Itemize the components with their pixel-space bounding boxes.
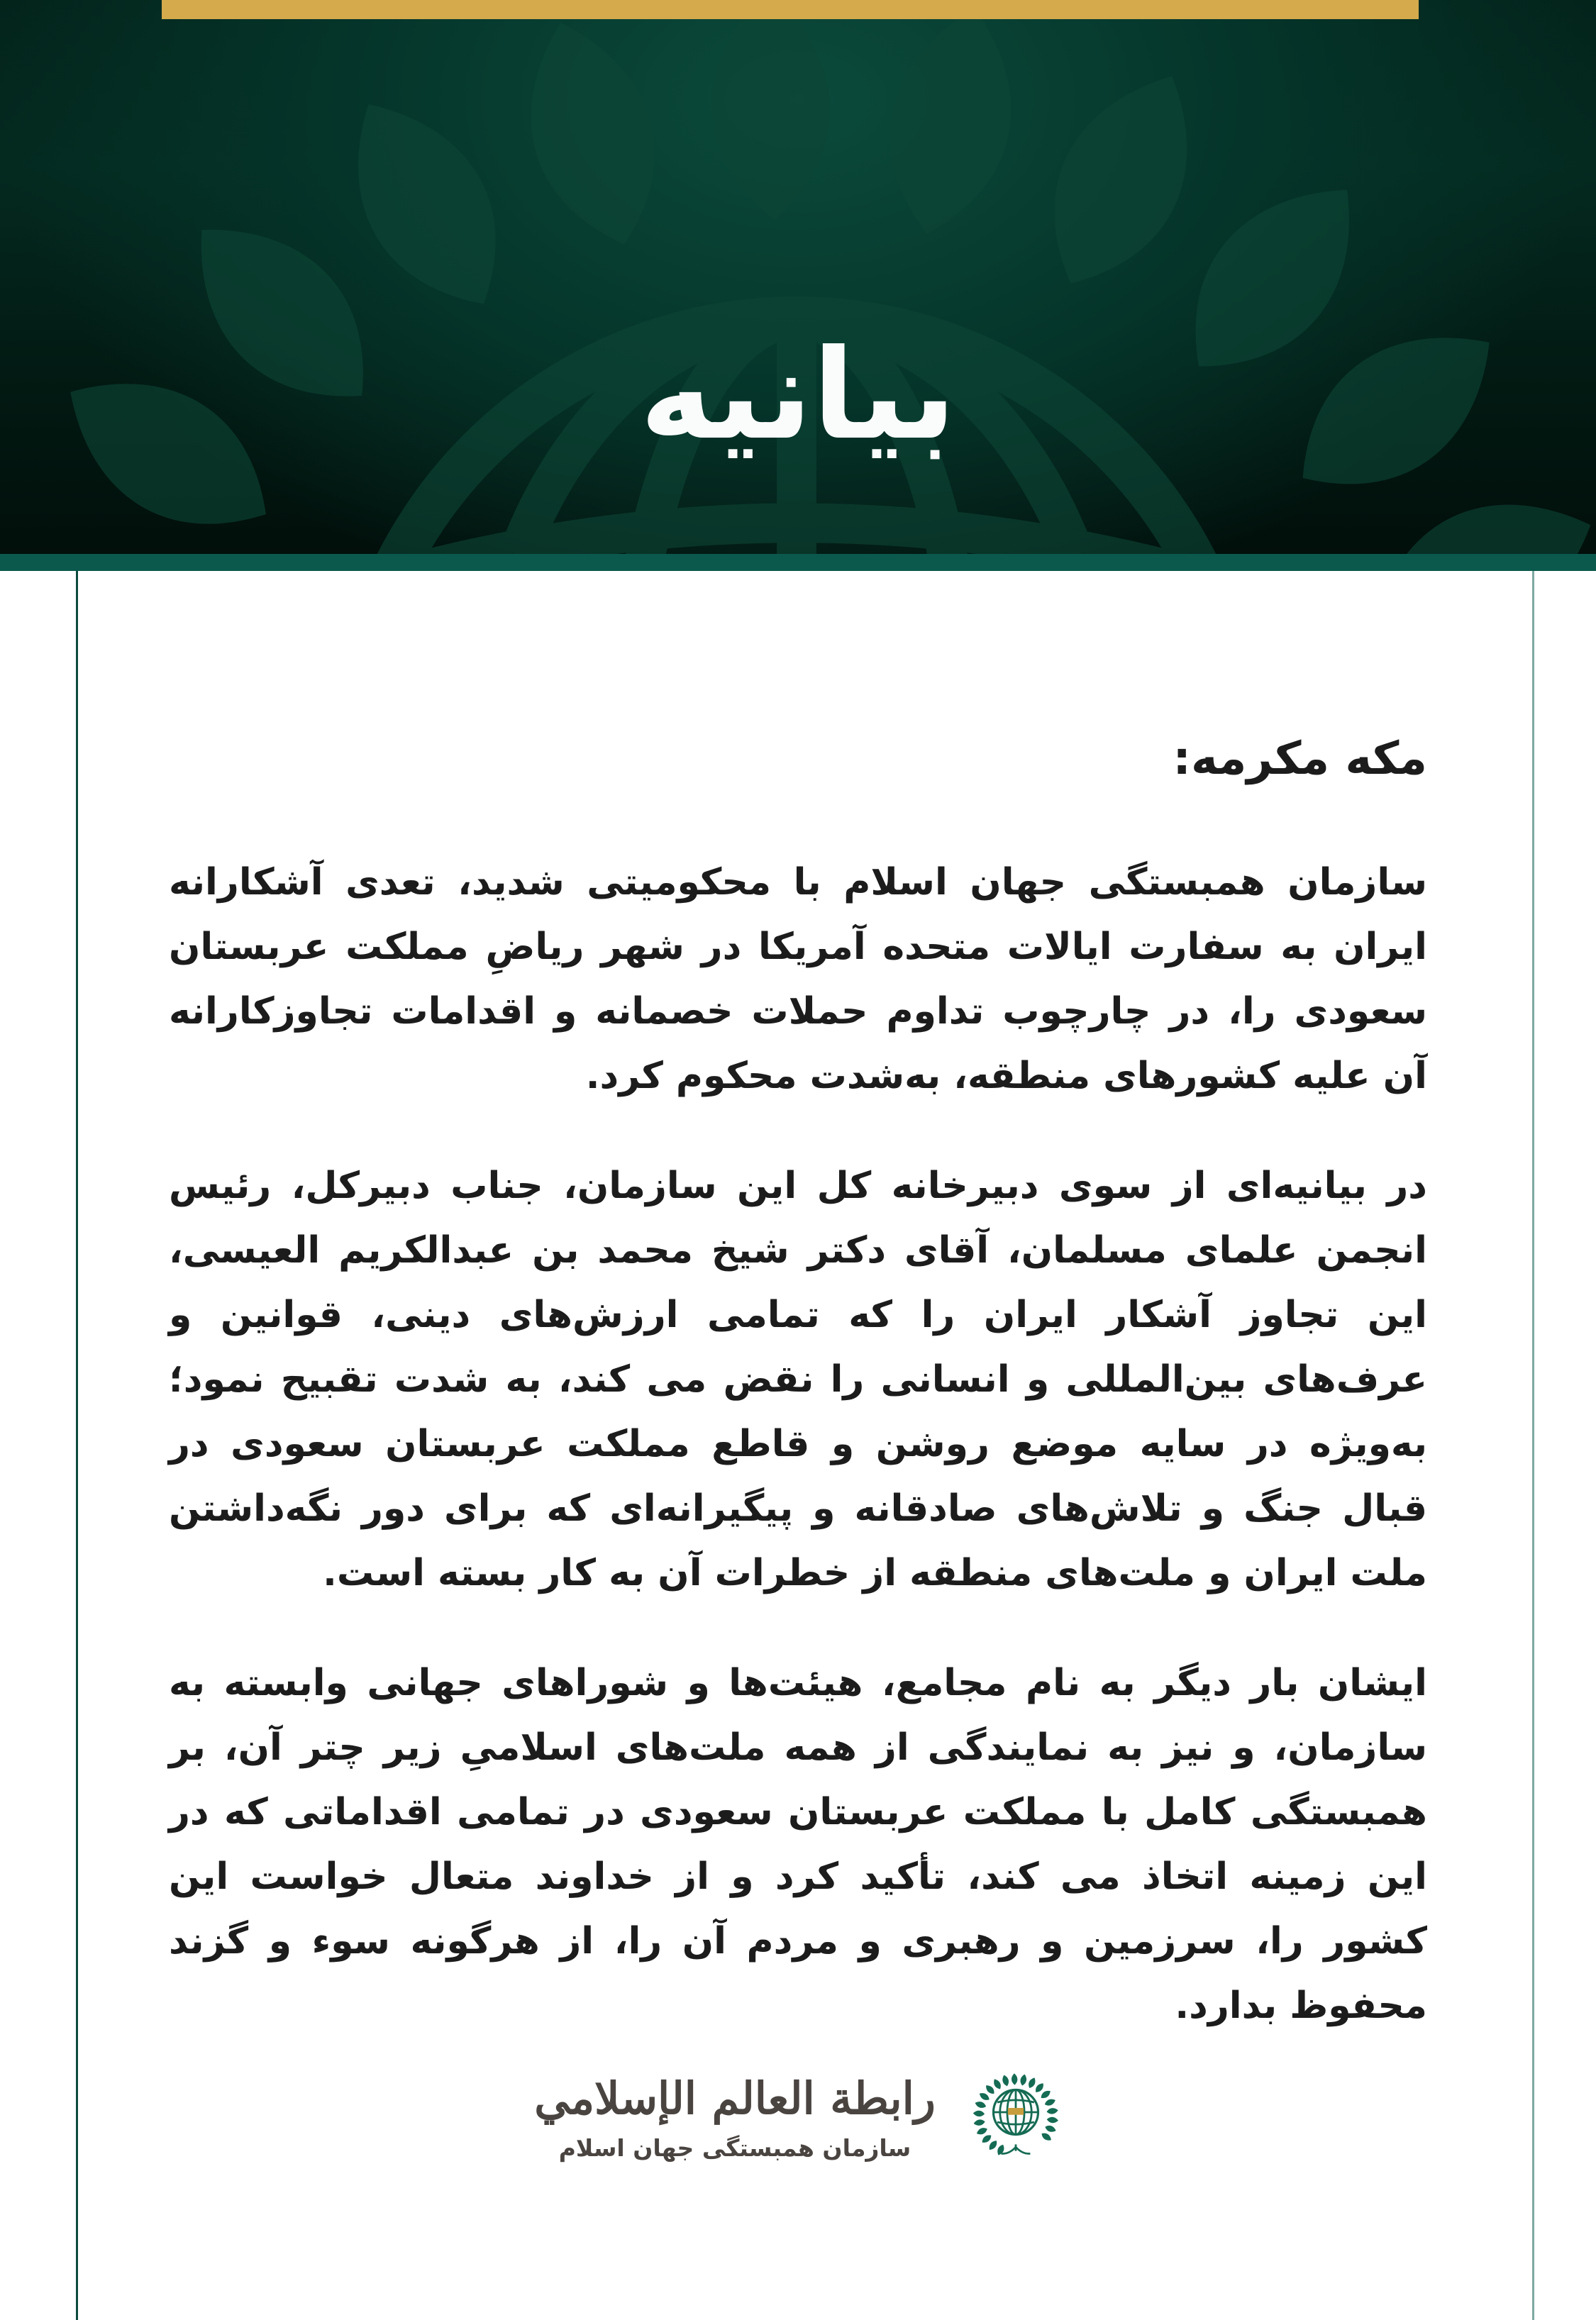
mwl-logo	[0, 2068, 1596, 2166]
statement-paragraph-2: در بیانیه‌ای از سوی دبیرخانه کل این سازمان، جناب دبیرکل، رئیس انجمن علمای مسلمان، آقای دکتر شیخ محمد بن عبدالکریم العیسی، این تجاوز آشکار ایران را که تمامی ارزش‌های دینی، قوانین و عرف‌های بین‌المللی و انسانی را نقض می کند، به شدت تقبیح نمود؛ به‌ویژه در سایه موضع روشن و قاطع مملکت عربستان سعودی در قبال جنگ و تلاش‌های صادقانه و پیگیرانه‌ای که برای دور نگه‌داشتن ملت ایران و ملت‌های منطقه از خطرات آن به کار بسته است.	[169, 1165, 1427, 1594]
mwl-emblem-icon	[970, 2068, 1062, 2166]
logo-calligraphy: رابطة العالم الإسلامي	[534, 2072, 936, 2124]
right-border-rule	[1532, 571, 1534, 2320]
content-panel	[0, 571, 1596, 2320]
statement-paragraph-1: سازمان همبستگی جهان اسلام با محکومیتی شدید، تعدی آشکارانه ایران به سفارت ایالات متحده آمریکا در شهر ریاضِ مملکت عربستان سعودی را، در چارچوب تداوم حملات خصمانه و اقدامات تجاوزکارانه آن علیه کشورهای منطقه، به‌شدت محکوم کرد.	[169, 861, 1427, 1097]
hero-header	[0, 0, 1596, 554]
salutation-heading: مکه مکرمه:	[1173, 733, 1427, 785]
statement-title: بیانیه	[639, 323, 957, 467]
teal-divider-band	[0, 554, 1596, 571]
statement-paragraph-3: ایشان بار دیگر به نام مجامع، هیئت‌ها و شوراهای جهانی وابسته به سازمان، و نیز به نمایندگی از همه ملت‌های اسلامیِ زیر چتر آن، بر همبستگی کامل با مملکت عربستان سعودی در تمامی اقداماتی که در این زمینه اتخاذ می کند، تأکید کرد و از خداوند متعال خواست این کشور را، سرزمین و رهبری و مردم آن را، از هرگونه سوء و گزند محفوظ بدارد.	[169, 1662, 1427, 2027]
gold-accent-bar	[162, 0, 1419, 19]
left-border-rule	[76, 571, 78, 2320]
logo-text-block	[534, 2072, 936, 2162]
logo-tagline: سازمان همبستگی جهان اسلام	[558, 2133, 911, 2162]
letter-body	[169, 733, 1427, 2038]
